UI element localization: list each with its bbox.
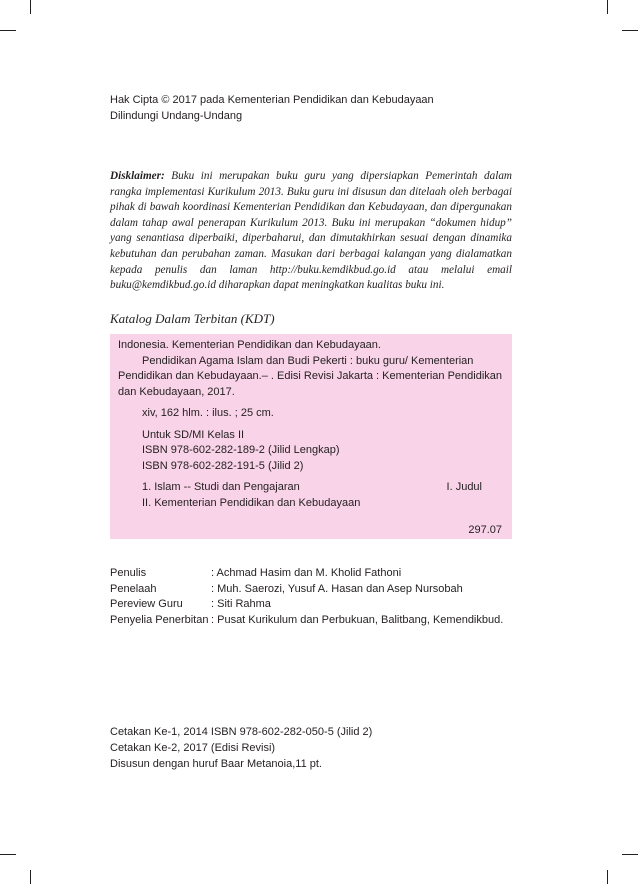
crop-mark bbox=[30, 0, 31, 14]
printing-line-1: Cetakan Ke-1, 2014 ISBN 978-602-282-050-5 (Jilid 2) bbox=[110, 726, 373, 738]
credit-row bbox=[110, 613, 530, 629]
crop-mark bbox=[607, 0, 608, 14]
kdt-subject-1: 1. Islam -- Studi dan Pengajaran bbox=[142, 481, 300, 493]
copyright-block bbox=[110, 92, 530, 124]
kdt-isbn-volume: ISBN 978-602-282-191-5 (Jilid 2) bbox=[142, 459, 304, 472]
copyright-line: Hak Cipta © 2017 pada Kementerian Pendidikan dan Kebudayaan bbox=[110, 94, 434, 106]
kdt-author: Indonesia. Kementerian Pendidikan dan Kebudayaan. bbox=[118, 339, 381, 351]
credit-value: : Muh. Saerozi, Yusuf A. Hasan dan Asep Nursobah bbox=[211, 582, 463, 595]
credit-role: Penelaah bbox=[110, 582, 157, 595]
disclaimer-label: Disklaimer: bbox=[110, 170, 165, 182]
printing-info bbox=[110, 724, 530, 772]
disclaimer-paragraph bbox=[110, 169, 512, 294]
kdt-title: Pendidikan Agama Islam dan Budi Pekerti : buku guru/ Kementerian Pendidikan dan Kebudayaan.– . Edisi Revisi Jakarta : Kementerian Pendidikan dan Kebudayaan, 2017. bbox=[118, 354, 503, 398]
crop-mark bbox=[0, 30, 16, 31]
credit-value: : Siti Rahma bbox=[211, 598, 271, 610]
kdt-audience: Untuk SD/MI Kelas II bbox=[142, 428, 245, 441]
crop-mark bbox=[30, 870, 31, 884]
crop-mark bbox=[622, 30, 638, 31]
crop-mark bbox=[622, 854, 638, 855]
credit-value: : Pusat Kurikulum dan Perbukuan, Balitbang, Kemendikbud. bbox=[211, 613, 504, 626]
crop-mark bbox=[607, 870, 608, 884]
credit-value: : Achmad Hasim dan M. Kholid Fathoni bbox=[211, 567, 402, 579]
kdt-subject-row bbox=[118, 480, 504, 496]
credit-row bbox=[110, 582, 530, 598]
credit-row bbox=[110, 566, 530, 582]
crop-mark bbox=[0, 854, 16, 855]
kdt-class-number: 297.07 bbox=[468, 524, 502, 536]
kdt-subject-2: II. Kementerian Pendidikan dan Kebudayaan bbox=[142, 496, 361, 509]
credits-list bbox=[110, 566, 530, 628]
credit-role: Penulis bbox=[110, 567, 147, 579]
kdt-isbn-complete: ISBN 978-602-282-189-2 (Jilid Lengkap) bbox=[142, 444, 340, 456]
kdt-title-entry: I. Judul bbox=[446, 481, 482, 493]
typeface-note: Disusun dengan huruf Baar Metanoia,11 pt. bbox=[110, 758, 322, 770]
credit-role: Penyelia Penerbitan bbox=[110, 613, 209, 626]
printing-line-2: Cetakan Ke-2, 2017 (Edisi Revisi) bbox=[110, 742, 276, 754]
credit-role: Pereview Guru bbox=[110, 598, 183, 610]
disclaimer-text: Buku ini merupakan buku guru yang dipersiapkan Pemerintah dalam rangka implementasi Kurikulum 2013. Buku guru ini disusun dan ditelaah oleh berbagai pihak di bawah koordinasi Kementerian Pendidikan dan Kebudayaan, dan dipergunakan dalam tahap awal penerapan Kurikulum 2013. Buku ini merupakan “dokumen hidup” yang senantiasa diperbaiki, diperbaharui, dan dimutakhirkan sesuai dengan dinamika kebutuhan dan perubahan zaman. Masukan dari berbagai kalangan yang dialamatkan kepada penulis dan laman http://buku.kemdikbud.go.id atau melalui email buku@kemdikbud.go.id diharapkan dapat meningkatkan kualitas buku ini. bbox=[110, 170, 513, 292]
kdt-box bbox=[110, 334, 512, 539]
protection-line: Dilindungi Undang-Undang bbox=[110, 110, 243, 122]
credit-row bbox=[110, 597, 530, 613]
kdt-physical: xiv, 162 hlm. : ilus. ; 25 cm. bbox=[142, 407, 274, 419]
kdt-heading: Katalog Dalam Terbitan (KDT) bbox=[110, 311, 275, 326]
